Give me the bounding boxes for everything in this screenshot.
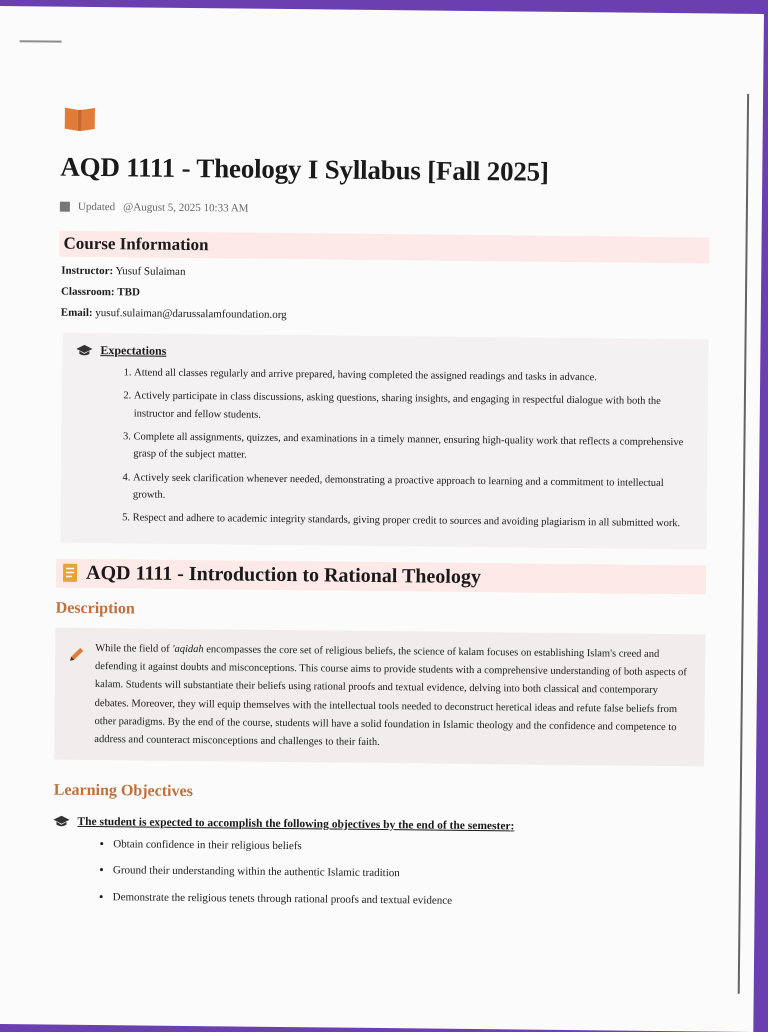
list-item: 2. Actively participate in class discussions, asking questions, sharing insights, and engaging in respectful dialogue with both the instructor and fellow students. [134, 388, 696, 429]
right-rule [738, 94, 749, 994]
page-meta [60, 201, 710, 220]
classroom-line [61, 286, 707, 305]
classroom-value: TBD [117, 286, 141, 299]
expectations-list [75, 364, 697, 533]
description-text: encompasses the core set of religious beliefs, the science of kalam focuses on establishing Islam's creed and defending it against doubts and misconceptions. This course aims to provide students with a comprehensive understanding of both aspects of kalam. Students will substantiate their beliefs using rational proofs and textual evidence, delving into both classical and contemporary debates. Moreover, they will equip themselves with the intellectual tools needed to deconstruct heretical ideas and refute false beliefs from other paradigms. By the end of the course, students will have a solid foundation in Islamic theology and the confidence and competence to address and counteract misconceptions and challenges to their faith. [94, 643, 687, 749]
email-value[interactable]: yusuf.sulaiman@darussalamfoundation.org [95, 307, 287, 322]
page-title: AQD 1111 - Theology I Syllabus [Fall 2025] [60, 151, 549, 187]
list-item: 1. Attend all classes regularly and arrive prepared, having completed the assigned readings and tasks in advance. [134, 364, 696, 387]
document-icon [62, 563, 78, 583]
description-callout [54, 627, 705, 766]
intro-heading-bar [56, 558, 706, 594]
classroom-label: Classroom: [60, 285, 115, 299]
description-heading: Description [55, 599, 135, 617]
list-item: • Demonstrate the religious tenets through rational proofs and textual evidence [113, 889, 703, 912]
list-item: 4. Actively seek clarification whenever needed, demonstrating a proactive approach to learning and a commitment to intellectual growth. [133, 469, 695, 510]
description-prefix: While the field of [95, 642, 173, 655]
open-book-icon [63, 105, 97, 133]
pencil-icon [67, 645, 85, 663]
updated-value: @August 5, 2025 10:33 AM [123, 201, 249, 215]
square-icon [60, 202, 70, 212]
instructor-line [61, 265, 707, 284]
list-item: 5. Respect and adhere to academic integrity standards, giving proper credit to sources and avoiding plagiarism in all submitted work. [133, 510, 695, 533]
page-content [52, 105, 710, 922]
list-item: • Obtain confidence in their religious beliefs [113, 836, 703, 859]
email-label: Email: [60, 306, 93, 319]
course-info-heading: Course Information [59, 231, 709, 264]
objectives-heading: Learning Objectives [53, 781, 193, 800]
graduation-cap-icon [76, 344, 92, 356]
objectives-lead: The student is expected to accomplish the following objectives by the end of the semester: [77, 815, 515, 833]
top-mark [20, 40, 62, 42]
expectations-title: Expectations [100, 343, 167, 358]
objectives-lead-row [53, 815, 703, 834]
expectations-header [76, 343, 696, 364]
list-item: • Ground their understanding within the authentic Islamic tradition [113, 862, 703, 885]
document-sheet [0, 6, 764, 1032]
description-term: 'aqidah [172, 643, 204, 655]
instructor-label: Instructor: [61, 264, 114, 278]
instructor-value: Yusuf Sulaiman [115, 265, 186, 278]
updated-label: Updated [77, 200, 116, 214]
intro-heading: AQD 1111 - Introduction to Rational Theology [85, 561, 482, 588]
expectations-callout [60, 333, 708, 549]
email-line [61, 307, 707, 326]
list-item: 3. Complete all assignments, quizzes, and examinations in a timely manner, ensuring high-quality work that reflects a comprehensive grasp of the subject matter. [133, 428, 695, 469]
objectives-list [53, 835, 704, 911]
graduation-cap-icon [53, 815, 69, 827]
